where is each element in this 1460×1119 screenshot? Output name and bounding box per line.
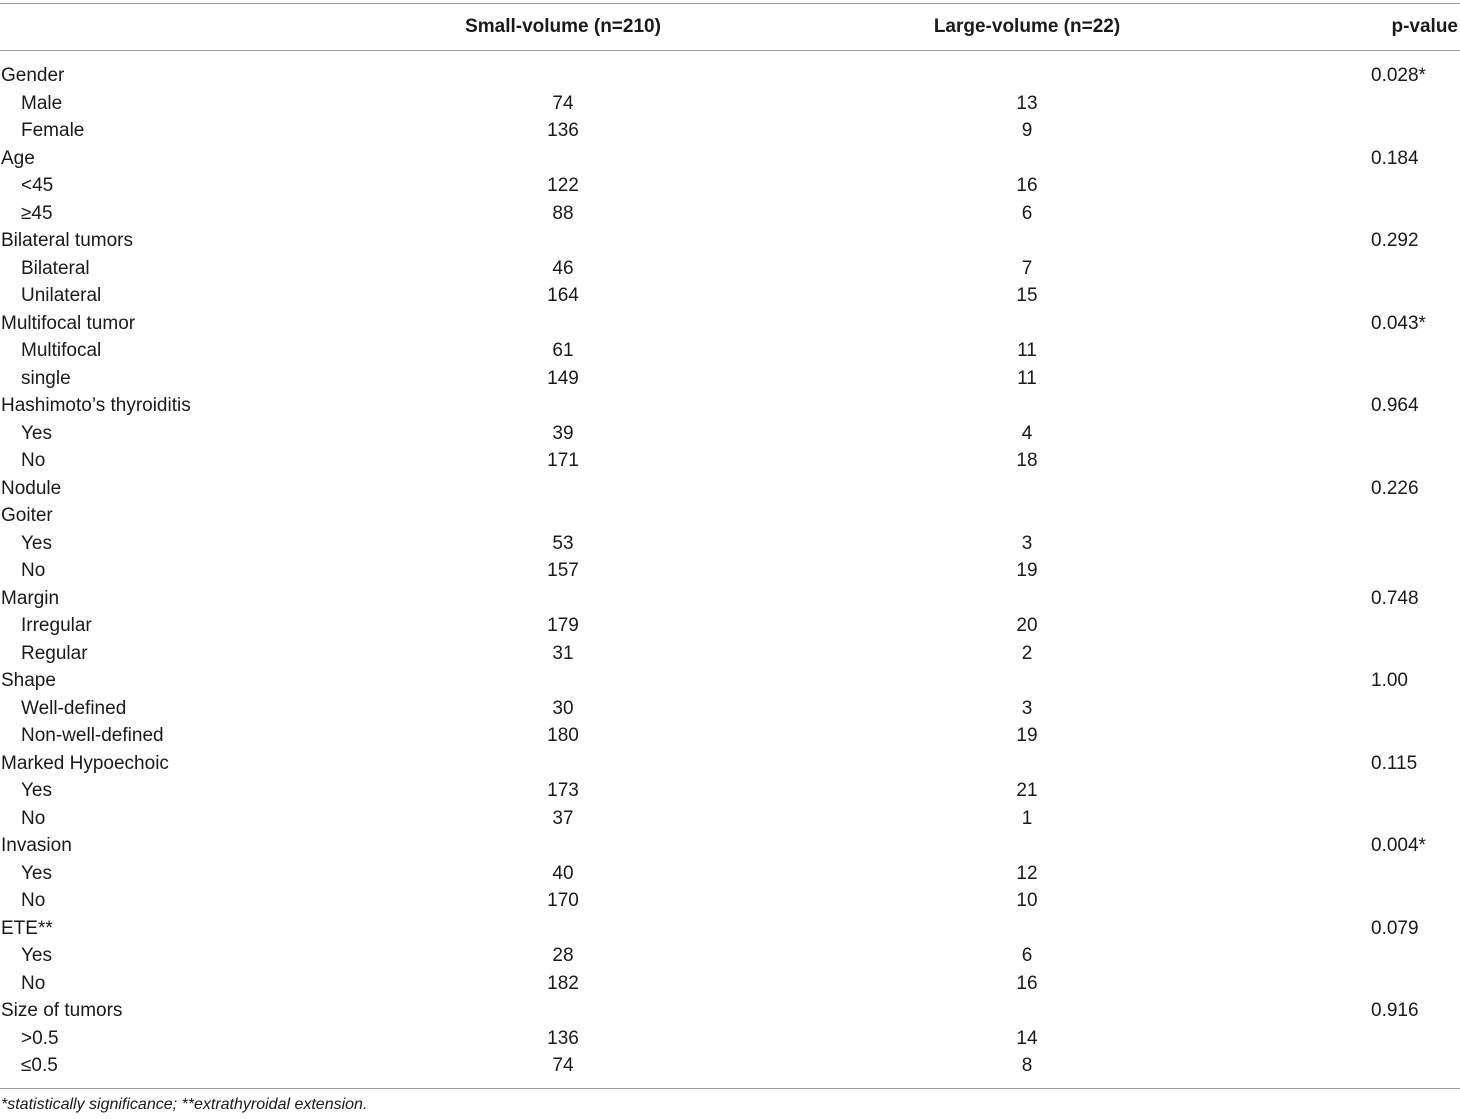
cell-small-volume: 46 (552, 257, 574, 279)
table-row (0, 145, 1460, 173)
table-row (0, 612, 1460, 640)
table-row (0, 695, 1460, 723)
cell-large-volume: 11 (1017, 367, 1037, 389)
cell-p-value: 0.292 (1371, 230, 1419, 251)
cell-large-volume: 12 (1016, 862, 1038, 884)
row-category-label: Margin (1, 587, 60, 609)
table-row (0, 337, 1460, 365)
header-large-volume: Large-volume (n=22) (933, 16, 1121, 37)
table-row (0, 255, 1460, 283)
cell-small-volume: 28 (552, 945, 574, 966)
cell-large-volume: 14 (1016, 1027, 1038, 1049)
row-sublabel: Yes (21, 780, 52, 801)
cell-small-volume: 37 (552, 807, 574, 829)
table-row (0, 282, 1460, 310)
cell-large-volume: 9 (1021, 120, 1033, 141)
table-row (0, 117, 1460, 145)
cell-small-volume: 180 (547, 725, 579, 746)
table-row (0, 392, 1460, 420)
row-sublabel: Yes (21, 422, 52, 444)
cell-large-volume: 3 (1021, 697, 1033, 719)
row-sublabel: Non-well-defined (21, 725, 164, 746)
cell-small-volume: 122 (547, 175, 579, 196)
row-sublabel: Unilateral (21, 285, 102, 306)
table-row (0, 750, 1460, 778)
cell-large-volume: 18 (1016, 450, 1038, 471)
cell-small-volume: 182 (547, 972, 579, 994)
cell-p-value: 0.748 (1371, 587, 1419, 609)
row-sublabel: single (21, 367, 71, 389)
row-sublabel: Bilateral (21, 257, 90, 279)
table-row (0, 777, 1460, 805)
cell-large-volume: 11 (1017, 340, 1037, 361)
table-footnote: *statistically significance; **extrathyroidal extension. (1, 1096, 368, 1113)
row-category-label: Age (1, 147, 35, 169)
cell-p-value: 1.00 (1371, 670, 1408, 691)
table-bottom-rule (0, 1088, 1460, 1089)
table-row (0, 420, 1460, 448)
row-sublabel: No (21, 560, 46, 581)
table-top-rule (0, 3, 1460, 4)
cell-small-volume: 31 (552, 642, 574, 664)
row-sublabel: >0.5 (21, 1027, 59, 1049)
cell-p-value: 0.226 (1371, 477, 1419, 499)
row-category-label: Shape (1, 670, 56, 691)
table-row (0, 805, 1460, 833)
table-row (0, 915, 1460, 943)
row-category-label: Nodule (1, 477, 62, 499)
cell-small-volume: 39 (552, 422, 574, 444)
table-body (0, 62, 1460, 1080)
cell-small-volume: 88 (552, 202, 574, 224)
row-sublabel: Regular (21, 642, 88, 664)
table-header-rule (0, 50, 1460, 51)
row-sublabel: Yes (21, 862, 52, 884)
cell-large-volume: 1 (1021, 807, 1033, 829)
cell-p-value: 0.115 (1371, 752, 1418, 774)
table-row (0, 227, 1460, 255)
cell-p-value: 0.028* (1371, 65, 1426, 86)
cell-large-volume: 13 (1016, 92, 1038, 114)
cell-small-volume: 74 (552, 1055, 574, 1076)
table-row (0, 502, 1460, 530)
cell-small-volume: 164 (547, 285, 579, 306)
row-sublabel: No (21, 972, 46, 994)
row-category-label: Size of tumors (1, 1000, 123, 1021)
row-sublabel: Male (21, 92, 63, 114)
row-category-label: ETE** (1, 917, 53, 939)
table-row (0, 832, 1460, 860)
table-row (0, 640, 1460, 668)
row-category-label: Gender (1, 65, 65, 86)
cell-large-volume: 16 (1016, 175, 1038, 196)
row-category-label: Multifocal tumor (1, 312, 136, 334)
table-row (0, 365, 1460, 393)
table-row (0, 997, 1460, 1025)
table-row (0, 530, 1460, 558)
row-sublabel: <45 (21, 175, 54, 196)
row-sublabel: Female (21, 120, 85, 141)
cell-large-volume: 21 (1016, 780, 1038, 801)
table-header-row (0, 12, 1460, 42)
cell-p-value: 0.184 (1371, 147, 1419, 169)
cell-p-value: 0.043* (1371, 312, 1426, 334)
cell-large-volume: 15 (1016, 285, 1038, 306)
cell-small-volume: 53 (552, 532, 574, 554)
row-sublabel: ≤0.5 (21, 1055, 58, 1076)
row-sublabel: Multifocal (21, 340, 102, 361)
cell-large-volume: 3 (1021, 532, 1033, 554)
row-sublabel: No (21, 450, 46, 471)
table-row (0, 942, 1460, 970)
row-category-label: Invasion (1, 835, 72, 856)
header-p-value: p-value (1391, 16, 1458, 37)
cell-p-value: 0.004* (1371, 835, 1426, 856)
cell-small-volume: 74 (552, 92, 574, 114)
table-row (0, 200, 1460, 228)
table-row (0, 447, 1460, 475)
cell-small-volume: 61 (552, 340, 574, 361)
row-sublabel: ≥45 (21, 202, 53, 224)
table-row (0, 310, 1460, 338)
cell-small-volume: 157 (547, 560, 579, 581)
row-sublabel: Well-defined (21, 697, 127, 719)
cell-large-volume: 16 (1016, 972, 1038, 994)
cell-small-volume: 40 (552, 862, 574, 884)
row-sublabel: Irregular (21, 615, 92, 636)
row-sublabel: No (21, 890, 46, 911)
cell-p-value: 0.964 (1371, 395, 1419, 416)
cell-large-volume: 19 (1016, 725, 1038, 746)
table-row (0, 475, 1460, 503)
table-row (0, 887, 1460, 915)
cell-p-value: 0.916 (1371, 1000, 1419, 1021)
row-sublabel: No (21, 807, 46, 829)
cell-large-volume: 6 (1021, 202, 1033, 224)
cell-large-volume: 7 (1021, 257, 1033, 279)
cell-small-volume: 136 (547, 1027, 579, 1049)
cell-large-volume: 19 (1016, 560, 1038, 581)
row-category-label: Goiter (1, 505, 53, 526)
cell-small-volume: 136 (547, 120, 579, 141)
cell-large-volume: 20 (1016, 615, 1038, 636)
row-category-label: Bilateral tumors (1, 230, 133, 251)
table-row (0, 172, 1460, 200)
table-row (0, 1025, 1460, 1053)
table-row (0, 722, 1460, 750)
cell-small-volume: 170 (547, 890, 579, 911)
row-category-label: Hashimoto’s thyroiditis (1, 395, 191, 416)
row-sublabel: Yes (21, 945, 52, 966)
table-row (0, 1052, 1460, 1080)
table-row (0, 62, 1460, 90)
table-row (0, 970, 1460, 998)
table-row (0, 90, 1460, 118)
cell-small-volume: 171 (547, 450, 579, 471)
row-sublabel: Yes (21, 532, 52, 554)
cell-p-value: 0.079 (1371, 917, 1419, 939)
cell-small-volume: 149 (547, 367, 579, 389)
table-row (0, 585, 1460, 613)
table-row (0, 557, 1460, 585)
table-row (0, 667, 1460, 695)
cell-large-volume: 6 (1021, 945, 1033, 966)
header-small-volume: Small-volume (n=210) (465, 16, 661, 37)
cell-large-volume: 10 (1016, 890, 1038, 911)
cell-small-volume: 30 (552, 697, 574, 719)
cell-small-volume: 173 (547, 780, 579, 801)
row-category-label: Marked Hypoechoic (1, 752, 169, 774)
cell-large-volume: 4 (1021, 422, 1033, 444)
cell-large-volume: 8 (1021, 1055, 1033, 1076)
cell-large-volume: 2 (1021, 642, 1033, 664)
table-row (0, 860, 1460, 888)
cell-small-volume: 179 (547, 615, 579, 636)
